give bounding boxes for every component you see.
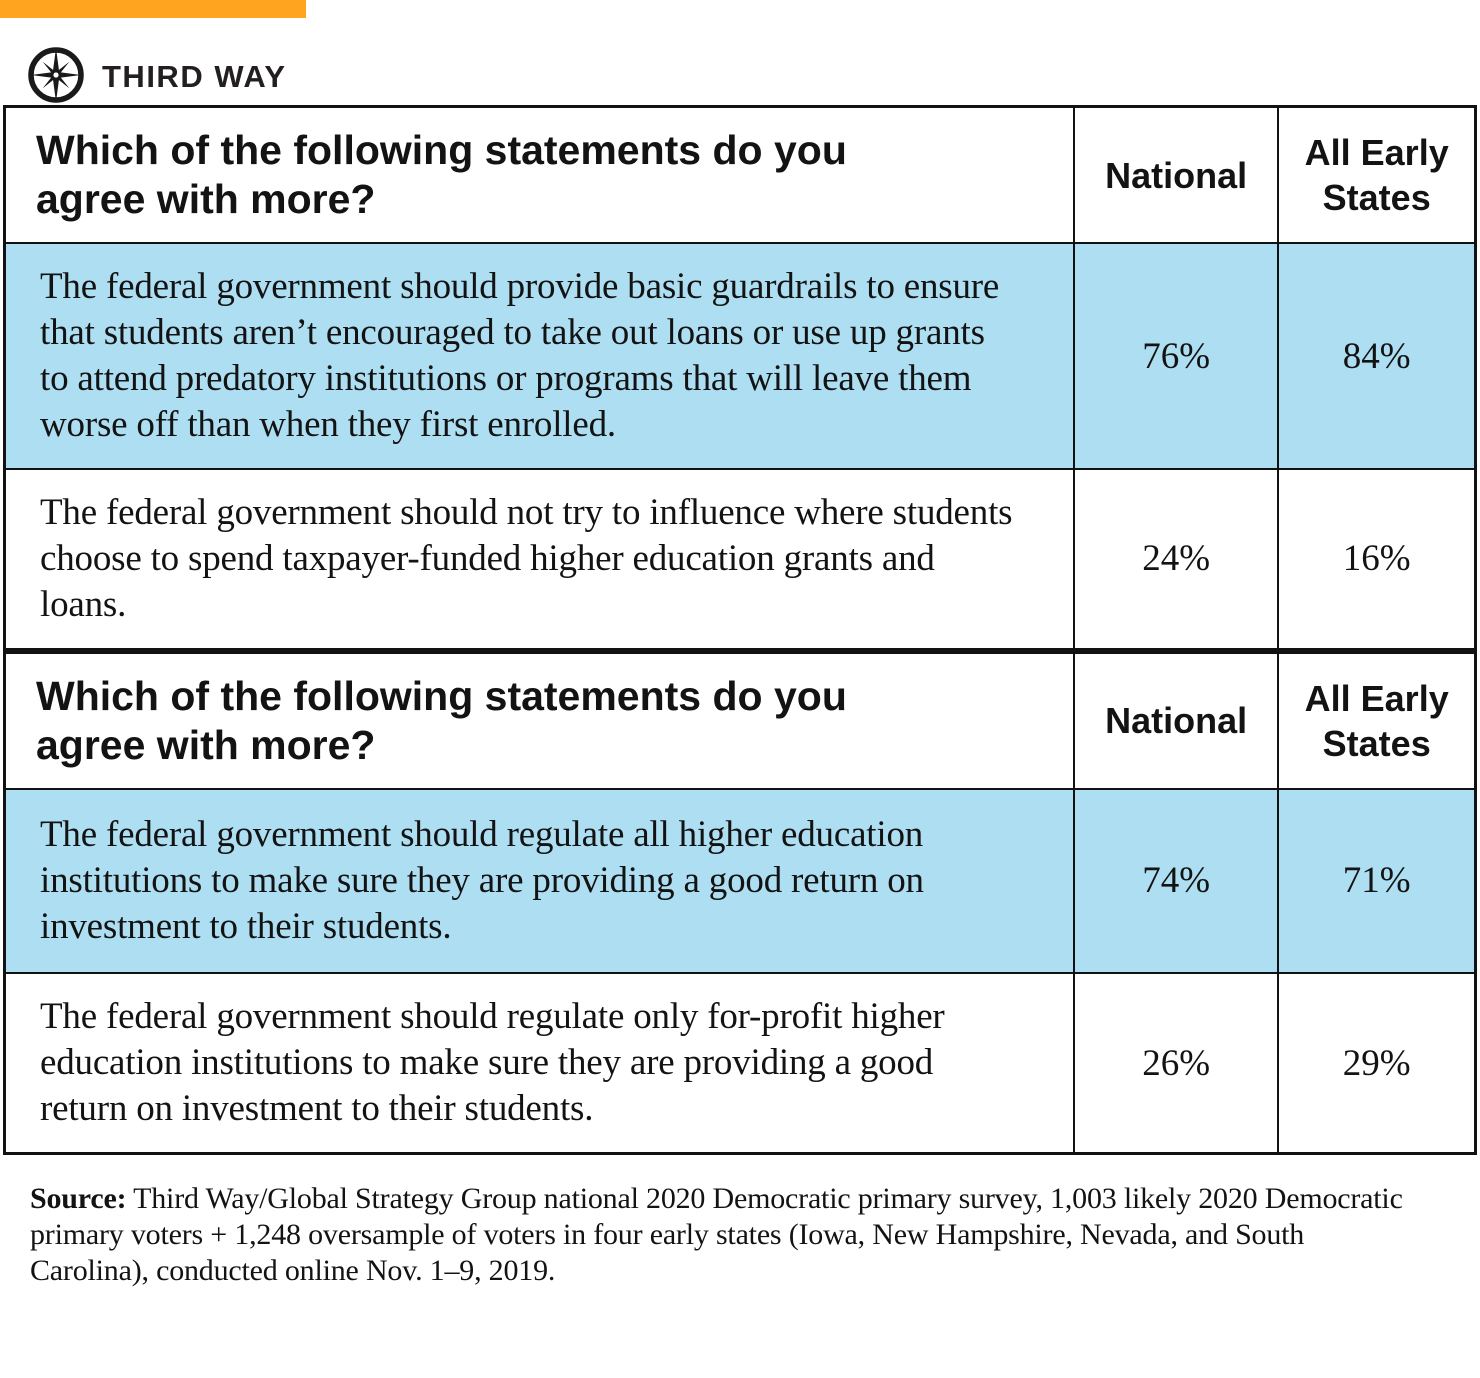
table-2-row-2-early-states-value: 29% <box>1278 973 1475 1154</box>
table-1-header-row <box>5 107 1476 244</box>
table-1-row-2-statement: The federal government should not try to influence where students choose to spend taxpayer-funded higher education grants and loans. <box>5 469 1074 649</box>
table-1-column-all-early-states: All Early States <box>1278 107 1475 244</box>
source-label: Source: <box>30 1182 127 1216</box>
table-2-question: Which of the following statements do you agree with more? <box>5 652 1074 789</box>
table-1-row-1-national-value: 76% <box>1074 243 1278 469</box>
survey-table-1 <box>3 105 1477 651</box>
table-1-row-2 <box>5 469 1476 649</box>
source-text: Third Way/Global Strategy Group national 2020 Democratic primary survey, 1,003 likely 2020 Democratic primary voters + 1,248 oversample of voters in four early states (Iowa, New Hampshire, Nevada, and South Carolina), conducted online Nov. 1–9, 2019. <box>30 1182 1403 1288</box>
table-1-row-1 <box>5 243 1476 469</box>
table-1-column-national: National <box>1074 107 1278 244</box>
table-2-column-all-early-states: All Early States <box>1278 652 1475 789</box>
source-note <box>30 1181 1420 1289</box>
accent-bar <box>0 0 306 18</box>
compass-star-icon <box>26 45 86 105</box>
table-1-row-2-early-states-value: 16% <box>1278 469 1475 649</box>
table-1-row-2-national-value: 24% <box>1074 469 1278 649</box>
table-2-row-1-early-states-value: 71% <box>1278 789 1475 973</box>
table-1-question: Which of the following statements do you agree with more? <box>5 107 1074 244</box>
logo-wordmark: THIRD WAY <box>102 59 287 94</box>
table-2-row-1-statement: The federal government should regulate all higher education institutions to make sure they are providing a good return on investment to their students. <box>5 789 1074 973</box>
table-2-header-row <box>5 652 1476 789</box>
survey-table-2 <box>3 651 1477 1156</box>
table-2-row-1 <box>5 789 1476 973</box>
table-2-column-national: National <box>1074 652 1278 789</box>
table-2-row-1-national-value: 74% <box>1074 789 1278 973</box>
table-1-row-1-statement: The federal government should provide basic guardrails to ensure that students aren’t encouraged to take out loans or use up grants to attend predatory institutions or programs that will leave them worse off than when they first enrolled. <box>5 243 1074 469</box>
table-1-row-1-early-states-value: 84% <box>1278 243 1475 469</box>
table-2-row-2-national-value: 26% <box>1074 973 1278 1154</box>
third-way-logo <box>26 45 1480 105</box>
table-2-row-2 <box>5 973 1476 1154</box>
table-2-row-2-statement: The federal government should regulate only for-profit higher education institutions to make sure they are providing a good return on investment to their students. <box>5 973 1074 1154</box>
